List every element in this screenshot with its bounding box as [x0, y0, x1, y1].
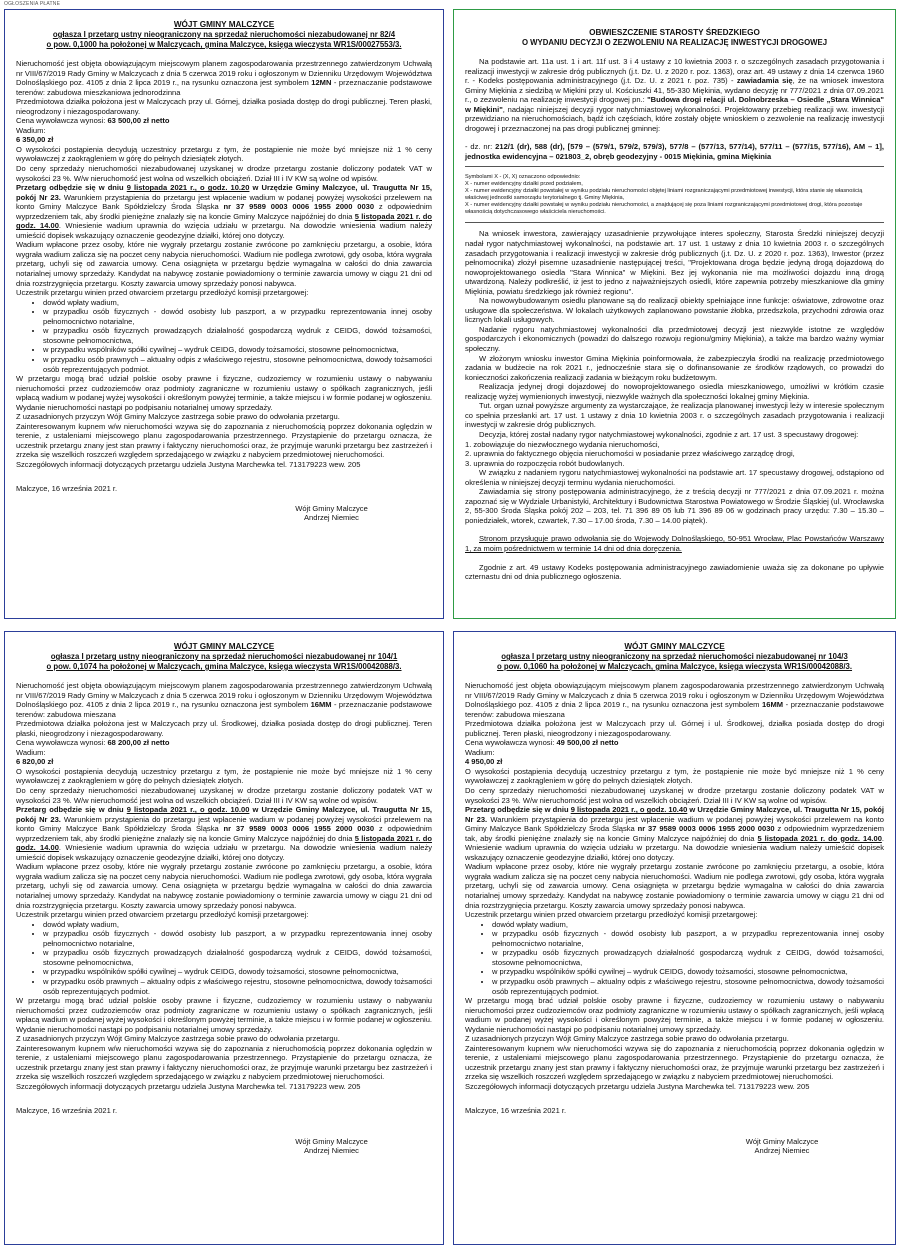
list-item: • w przypadku osób prawnych – aktualny odpis z właściwego rejestru, stosowne pełnomocnictwa, dowody tożsamości osób reprezentujących podmiot. — [492, 977, 884, 996]
appeal-paragraph: Stronom przysługuje prawo odwołania się do Wojewody Dolnośląskiego, 50-951 Wrocław, Plac Powstańców Warszawy 1, za moim pośrednictwem w terminie 14 dni od dnia doręczenia. — [465, 534, 884, 553]
list-item: • w przypadku osób fizycznych - dowód osobisty lub paszport, a w przypadku reprezentowania innej osoby pełnomocnictwo notarialne, — [43, 929, 432, 948]
paragraph: Nieruchomość jest objęta obowiązującym miejscowym planem zagospodarowania przestrzennego zatwierdzonym Uchwałą nr VIII/67/2019 Rady Gminy w Malczycach z dnia 5 czerwca 2019 roku i ogłoszonym w Dzienniku Urzędowym Województwa Dolnośląskiego poz. 4105 z dnia 2 lipca 2019 r., na rysunku oznaczona jest symbolem 12MN - przeznaczanie podstawowe terenów: zabudowa mieszkaniowa jednorodzinna — [16, 59, 432, 97]
paragraph: W związku z nadaniem rygoru natychmiastowej wykonalności na podstawie art. 17 specustawy drogowej, odstąpiono od określenia w niniejszej decyzji terminu wydania nieruchomości. — [465, 468, 884, 487]
notice-heading: OBWIESZCZENIE STAROSTY ŚREDZKIEGO — [589, 28, 760, 37]
paragraph: O wysokości postąpienia decydują uczestnicy przetargu z tym, że postąpienie nie może być mniejsze niż 1 % ceny wywoławczej z zaokrągleniem w górę do pełnych dziesiątek złotych. — [16, 144, 432, 164]
deposit-line: Wadium: 4 950,00 zł — [465, 747, 503, 767]
list-item: • w przypadku osób prawnych – aktualny odpis z właściwego rejestru, stosowne pełnomocnictwa, dowody tożsamości osób reprezentujących podmiot. — [43, 977, 432, 996]
list-item: • w przypadku osób fizycznych prowadzących działalność gospodarczą wydruk z CEIDG, dowód tożsamości, stosowne pełnomocnictwa, — [492, 948, 884, 967]
list-item: • w przypadku osób fizycznych - dowód osobisty lub paszport, a w przypadku reprezentowania innej osoby pełnomocnictwo notarialne, — [43, 307, 432, 326]
requirements-list — [16, 298, 432, 374]
deposit-line: Wadium: 6 350,00 zł — [16, 125, 54, 145]
list-item: • dowód wpłaty wadium, — [43, 298, 432, 308]
plots-paragraph: - dz. nr: 212/1 (dr), 588 (dr), [579 – (579/1, 579/2, 579/3), 577/8 – (577/13, 577/14), 577/11 – (577/15, 577/16), AM – 1], jednostka ewidencyjna – 021803_2, obręb geodezyjny - 0015 Miękinia, gmina Miękinia — [465, 142, 884, 161]
paragraph: Wadium wpłacone przez osoby, które nie wygrały przetargu zostanie zwrócone po zamknięciu przetargu, a osobie, która wygrała wadium zalicza się na poczet ceny nabycia nieruchomości. Wadium nie podlega zwrotowi, gdy osoba, która wygrała przetarg, uchyli się od zawarcia umowy. Cena osiągnięta w przetargu będzie wymagalna w całości do dnia zawarcia notarialnej umowy sprzedaży. Kandydat na nabywcę zostanie powiadomiony o terminie zawarcia umowy w ciągu 21 dni od dnia rozstrzygnięcia przetargu. Koszty zawarcia umowy sprzedaży ponosi nabywca. — [16, 240, 432, 288]
paragraph: Realizacja jedynej drogi dojazdowej do nowoprojektowanego osiedla mieszkaniowego, umożliwi w krótkim czasie realizację wyżej wymienionych inwestycji, niezwykle ważnych dla społeczności lokalnej gminy Miękinia. — [465, 382, 884, 401]
paragraph: Szczegółowych informacji dotyczących przetargu udziela Justyna Marchewka tel. 713179223 wew. 205 — [16, 1081, 361, 1091]
notice-date: Malczyce, 16 września 2021 r. — [465, 1105, 567, 1115]
paragraph: Tut. organ uznał powyższe argumenty za wystarczające, że realizacja planowanej inwestycji leży w interesie społecznym co spełnia przesłanki art. 17 ust. 1 ustawy z dnia 10 kwietnia 2003 r. o szczególnych zasadach przygotowania i realizacji inwestycji w zakresie dróg publicznych. — [465, 401, 884, 430]
signature: Wójt Gminy Malczyce Andrzej Niemiec — [295, 503, 368, 523]
paragraph: Zawiadamia się strony postępowania administracyjnego, że z treścią decyzji nr 777/2021 z dnia 07.09.2021 r. można zapoznać się w Wydziale Urbanistyki, Architektury i Budownictwa Starostwa Powiatowego w Środzie Śląskiej (ul. Wrocławska 2, 55-300 Środa Śląska pokój 202 – 203, tel. 71 396 89 05 lub 71 396 89 06 w godzinach pracy urzędu: 7.30 – 15.30 – poniedziałek, wtorek, czwartek, 7.30 – 17.00 środa, 7.30 – 14.00 piątek). — [465, 487, 884, 525]
paragraph: Decyzja, której został nadany rygor natychmiastowej wykonalności, zgodnie z art. 17 ust. 3 specustawy drogowej: — [479, 429, 859, 439]
list-item: 1. zobowiązuje do niezwłocznego wydania nieruchomości, — [465, 439, 660, 449]
notice-subtitle: o pow. 0,1060 ha położonej w Malczycach, gmina Malczyce, księga wieczysta WR1S/00042088/3. — [496, 662, 853, 671]
auction-paragraph: Przetarg odbędzie się w dniu 9 listopada 2021 r., o godz. 10.20 w Urzędzie Gminy Malczyce, ul. Traugutta Nr 15, pokój Nr 23. Warunkiem przystąpienia do przetargu jest wpłacenie wadium w podanej powyżej wysokości przelewem na konto Gminy Malczyce Bank Spółdzielczy Środa Śląska nr 37 9589 0003 0006 1955 2000 0030 z odpowiednim wyprzedzeniem tak, aby środki pieniężne znalazły się na koncie Gminy Malczyce najpóźniej do dnia 5 listopada 2021 r. do godz. 14.00. Wniesienie wadium uprawnia do wzięcia udziału w przetargu. Na dowodzie wniesienia wadium należy umieścić dopisek wskazujący oznaczenie geodezyjne działki, której ono dotyczy. — [16, 183, 432, 240]
deposit-line: Wadium: 6 820,00 zł — [16, 747, 54, 767]
signature: Wójt Gminy Malczyce Andrzej Niemiec — [295, 1136, 368, 1156]
divider — [465, 166, 884, 167]
paragraph: Z uzasadnionych przyczyn Wójt Gminy Malczyce zastrzega sobie prawo do odwołania przetargu. — [16, 412, 340, 422]
paragraph: Przedmiotowa działka położona jest w Malczycach przy ul. Środkowej, działka posiada dostęp do drogi publicznej. Teren płaski, nieogrodzony i niezagospodarowany. — [16, 719, 432, 738]
paragraph: Nieruchomość jest objęta obowiązującym miejscowym planem zagospodarowania przestrzennego zatwierdzonym Uchwałą nr VIII/67/2019 Rady Gminy w Malczycach z dnia 5 czerwca 2019 roku i ogłoszonym w Dzienniku Urzędowym Województwa Dolnośląskiego poz. 4105 z dnia 2 lipca 2019 r., na rysunku oznaczona jest symbolem 16MM - przeznaczanie podstawowe terenów: zabudowa mieszana — [16, 681, 432, 719]
notice-subtitle: o pow. 0,1074 ha położonej w Malczycach, gmina Malczyce, księga wieczysta WR1S/00042088/3. — [46, 662, 402, 671]
notice-subtitle: ogłasza I przetarg ustny nieograniczony na sprzedaż nieruchomości niezabudowanej nr 104/3 — [501, 652, 848, 661]
signature: Wójt Gminy Malczyce Andrzej Niemiec — [745, 1136, 819, 1156]
paragraph: Zgodnie z art. 49 ustawy Kodeks postępowania administracyjnego zawiadomienie uważa się za dokonane po upływie czternastu dni od dnia publicznego ogłoszenia. — [465, 562, 884, 582]
paragraph: Szczegółowych informacji dotyczących przetargu udziela Justyna Marchewka tel. 713179223 wew. 205 — [16, 459, 361, 469]
paragraph: W złożonym wniosku inwestor Gmina Miękinia poinformowała, że zabezpieczyła środki na realizację przedmiotowego zadania w budżecie na rok 2021 r., jednocześnie stara się o dofinansowanie ze środków rządowych, co prowadzi do konieczności zakończenia realizacji zadania w bieżącym roku budżetowym. — [465, 353, 884, 382]
list-item: • dowód wpłaty wadium, — [492, 920, 884, 930]
notice-subtitle: ogłasza I przetarg ustny nieograniczony na sprzedaż nieruchomości niezabudowanej nr 104/1 — [50, 652, 398, 661]
notice-starosta — [453, 9, 896, 619]
paragraph: Na wniosek inwestora, zawierający uzasadnienie przywołujące interes społeczny, Starosta Średzki niniejszej decyzji nadał rygor natychmiastowej wykonalności, na podstawie art. 17 ust. 1 ustawy z dnia 10 kwietnia 2003 r. o szczególnych zasadach przygotowania i realizacji inwestycji w zakresie dróg publicznych (j.t. Dz. U. z 2020 r. poz. 1363), Inwestor (przez pełnomocnika) złożył pisemne uzasadnienie następującej treści, "Projektowana droga będzie jedyną drogą dojazdową do nowoprojektowanego osiedla "Stara Winnica" w Miękini. Bez jej wykonania nie ma możliwości dojazdu inną drogą utwardzoną. Należy podkreślić, iż jest to jedno z najważniejszych osiedli, które zapewnia potrzeby mieszkaniowe dla gminy Miękinia, powiatu średzkiego jak również regionu". — [465, 229, 884, 296]
notice-heading: WÓJT GMINY MALCZYCE — [173, 642, 275, 651]
auction-paragraph: Przetarg odbędzie się w dniu 9 listopada 2021 r., o godz. 10.40 w Urzędzie Gminy Malczyce, ul. Traugutta Nr 15, pokój Nr 23. Warunkiem przystąpienia do przetargu jest wpłacenie wadium w podanej powyżej wysokości przelewem na konto Gminy Malczyce Bank Spółdzielczy Środa Śląska nr 37 9589 0003 0006 1955 2000 0030 z odpowiednim wyprzedzeniem tak, aby środki pieniężne znalazły się na koncie Gminy Malczyce najpóźniej do dnia 5 listopada 2021 r. do godz. 14.00. Wniesienie wadium uprawnia do wzięcia udziału w przetargu. Na dowodzie wniesienia wadium należy umieścić dopisek wskazujący oznaczenie geodezyjne działki, której ono dotyczy. — [465, 805, 884, 862]
requirements-list — [465, 920, 884, 996]
notice-subtitle: ogłasza I przetarg ustny nieograniczony na sprzedaż nieruchomości niezabudowanej nr 82/4 — [52, 30, 396, 39]
paragraph: Zainteresowanym kupnem w/w nieruchomości wzywa się do zapoznania z nieruchomością poprzez dokonania oględzin w terenie, z ustaleniami miejscowego planu zagospodarowania przestrzennego. Przystąpienie do przetargu oznacza, że uczestnik przetargu znany jest stan prawny i faktyczny nieruchomości oraz, że przyjmuje warunki przetargu bez zastrzeżeń i zrzeka się wszelkich roszczeń względem sprzedającego w związku z nabyciem przedmiotowej nieruchomości. — [16, 421, 432, 460]
paragraph: O wysokości postąpienia decydują uczestnicy przetargu z tym, że postąpienie nie może być mniejsze niż 1 % ceny wywoławczej z zaokrągleniem w górę do pełnych dziesiątek złotych. — [465, 766, 884, 786]
paragraph: W przetargu mogą brać udział polskie osoby prawne i fizyczne, cudzoziemcy w rozumieniu ustawy o nabywaniu nieruchomości przez cudzoziemców oraz podmioty zagraniczne w rozumieniu ustawy o spółkach zagranicznych, jeśli wpłacą wadium w podanej wyżej wysokości i określonym powyżej terminie, a także miejscu i w formie podanej w ogłoszeniu. Wydanie nieruchomości nastąpi po podpisaniu notarialnej umowy sprzedaży. — [465, 996, 884, 1034]
notice-subtitle: O WYDANIU DECYZJI O ZEZWOLENIU NA REALIZACJĘ INWESTYCJI DROGOWEJ — [521, 38, 828, 47]
paragraph: Przedmiotowa działka położona jest w Malczycach przy ul. Górnej i ul. Środkowej, działka posiada dostęp do drogi publicznej. Teren płaski, nieogrodzony i niezagospodarowany. — [465, 719, 884, 738]
paragraph: Zainteresowanym kupnem w/w nieruchomości wzywa się do zapoznania z nieruchomością poprzez dokonania oględzin w terenie, z ustaleniami miejscowego planu zagospodarowania przestrzennego. Przystąpienie do przetargu oznacza, że uczestnik przetargu znany jest stan prawny i faktyczny nieruchomości oraz, że przyjmuje warunki przetargu bez zastrzeżeń i zrzeka się wszelkich roszczeń względem sprzedającego w związku z nabyciem przedmiotowej nieruchomości. — [465, 1043, 884, 1082]
paragraph: Uczestnik przetargu winien przed otwarciem przetargu przedłożyć komisji przetargowej: — [465, 910, 758, 920]
paragraph: Do ceny sprzedaży nieruchomości niezabudowanej uzyskanej w drodze przetargu zostanie doliczony podatek VAT w wysokości 23 %. W/w nieruchomość jest wolna od wszelkich obciążeń. Dział III i IV KW są wolne od wpisów. — [465, 786, 884, 805]
list-item: • w przypadku wspólników spółki cywilnej – wydruk CEIDG, dowody tożsamości, stosowne pełnomocnictwa, — [43, 345, 432, 355]
paragraph: Wadium wpłacone przez osoby, które nie wygrały przetargu zostanie zwrócone po zamknięciu przetargu, a osobie, która wygrała wadium zalicza się na poczet ceny nabycia nieruchomości. Wadium nie podlega zwrotowi, gdy osoba, która wygrała przetarg, uchyli się od zawarcia umowy. Cena osiągnięta w przetargu będzie wymagalna w całości do dnia zawarcia notarialnej umowy sprzedaży. Kandydat na nabywcę zostanie powiadomiony o terminie zawarcia umowy w ciągu 21 dni od dnia rozstrzygnięcia przetargu. Koszty zawarcia umowy sprzedaży ponosi nabywca. — [16, 862, 432, 910]
price-line: Cena wywoławcza wynosi: 63 500,00 zł netto — [16, 116, 170, 126]
notice-heading: WÓJT GMINY MALCZYCE — [624, 642, 725, 651]
paragraph: Wadium wpłacone przez osoby, które nie wygrały przetargu zostanie zwrócone po zamknięciu przetargu, a osobie, która wygrała wadium zalicza się na poczet ceny nabycia nieruchomości. Wadium nie podlega zwrotowi, gdy osoba, która wygrała przetarg, uchyli się od zawarcia umowy. Cena osiągnięta w przetargu będzie wymagalna w całości do dnia zawarcia notarialnej umowy sprzedaży. Kandydat na nabywcę zostanie powiadomiony o terminie zawarcia umowy w ciągu 21 dni od dnia rozstrzygnięcia przetargu. Koszty zawarcia umowy sprzedaży ponosi nabywca. — [465, 862, 884, 910]
paragraph: Na podstawie art. 11a ust. 1 i art. 11f ust. 3 i 4 ustawy z 10 kwietnia 2003 r. o szczególnych zasadach przygotowania i realizacji inwestycji w zakresie dróg publicznych (j.t. Dz. U. z 2020 r. poz. 1363), oraz art. 49 ustawy z dnia 14 czerwca 1960 r. - Kodeks postępowania administracyjnego (j.t. Dz. U. z 2021 r. poz. 735) - zawiadamia się, że na wniosek inwestora Gminy Miękinia z siedzibą w Miękini przy ul. Kościuszki 41, 55-330 Miękinia, wydano decyzję nr 777/2021 z dnia 07.09.2021 r., o zezwoleniu na realizację inwestycji drogowej pn.: "Budowa drogi relacji ul. Dolnobrzeska – Osiedle „Stara Winnica" w Miękini", nadając niniejszej decyzji rygor natychmiastowej wykonalności. Projektowany przebieg realizacji ww. inwestycji przewidziano na nieruchomościach, bądź ich częściach, które zostały objęte wnioskiem o zezwolenie na realizację inwestycji drogowej i przeznaczonej na pas drogi publicznej gminnej: — [465, 57, 884, 133]
paragraph: Nadanie rygoru natychmiastowej wykonalności dla przedmiotowej decyzji jest niezwykle istotne ze względów gospodarczych i ekonomicznych (powadzi do dalszego rozwoju regionu/gminy Miękinia), a także ma bardzo ważny wymiar społeczny. — [465, 324, 884, 354]
paragraph: Uczestnik przetargu winien przed otwarciem przetargu przedłożyć komisji przetargowej: — [16, 288, 309, 298]
list-item: 2. uprawnia do faktycznego objęcia nieruchomości w posiadanie przez właściwego zarządcę drogi, — [465, 449, 795, 459]
paragraph: Zainteresowanym kupnem w/w nieruchomości wzywa się do zapoznania z nieruchomością poprzez dokonania oględzin w terenie, z ustaleniami miejscowego planu zagospodarowania przestrzennego. Przystąpienie do przetargu oznacza, że uczestnik przetargu znany jest stan prawny i faktyczny nieruchomości oraz, że przyjmuje warunki przetargu bez zastrzeżeń i zrzeka się wszelkich roszczeń względem sprzedającego w związku z nabyciem przedmiotowej nieruchomości. — [16, 1043, 432, 1082]
paragraph: Uczestnik przetargu winien przed otwarciem przetargu przedłożyć komisji przetargowej: — [16, 910, 309, 920]
paragraph: Do ceny sprzedaży nieruchomości niezabudowanej uzyskanej w drodze przetargu zostanie doliczony podatek VAT w wysokości 23 %. W/w nieruchomość jest wolna od wszelkich obciążeń. Dział III i IV KW są wolne od wpisów. — [16, 786, 432, 805]
paragraph: Szczegółowych informacji dotyczących przetargu udziela Justyna Marchewka tel. 713179223 wew. 205 — [465, 1081, 810, 1091]
list-item: • w przypadku osób fizycznych - dowód osobisty lub paszport, a w przypadku reprezentowania innej osoby pełnomocnictwo notarialne, — [492, 929, 884, 948]
list-item: • w przypadku osób prawnych – aktualny odpis z właściwego rejestru, stosowne pełnomocnictwa, dowody tożsamości osób reprezentujących podmiot. — [43, 355, 432, 374]
requirements-list — [16, 920, 432, 996]
paragraph: Nieruchomość jest objęta obowiązującym miejscowym planem zagospodarowania przestrzennego zatwierdzonym Uchwałą nr VIII/67/2019 Rady Gminy w Malczycach z dnia 5 czerwca 2019 roku i ogłoszonym w Dzienniku Urzędowym Województwa Dolnośląskiego poz. 4105 z dnia 2 lipca 2019 r., na rysunku oznaczona jest symbolem 16MM - przeznaczanie podstawowe terenów: zabudowa mieszana — [465, 681, 884, 719]
auction-paragraph: Przetarg odbędzie się w dniu 9 listopada 2021 r., o godz. 10.00 w Urzędzie Gminy Malczyce, ul. Traugutta Nr 15, pokój Nr 23. Warunkiem przystąpienia do przetargu jest wpłacenie wadium w podanej powyżej wysokości przelewem na konto Gminy Malczyce Bank Spółdzielczy Środa Śląska nr 37 9589 0003 0006 1955 2000 0030 z odpowiednim wyprzedzeniem tak, aby środki pieniężne znalazły się na koncie Gminy Malczyce najpóźniej do dnia 5 listopada 2021 r. do godz. 14.00. Wniesienie wadium uprawnia do wzięcia udziału w przetargu. Na dowodzie wniesienia wadium należy umieścić dopisek wskazujący oznaczenie geodezyjne działki, której ono dotyczy. — [16, 805, 432, 862]
divider — [465, 222, 884, 223]
paragraph: W przetargu mogą brać udział polskie osoby prawne i fizyczne, cudzoziemcy w rozumieniu ustawy o nabywaniu nieruchomości przez cudzoziemców oraz podmioty zagraniczne w rozumieniu ustawy o spółkach zagranicznych, jeśli wpłacą wadium w podanej wyżej wysokości i określonym powyżej terminie, a także miejscu i w formie podanej w ogłoszeniu. Wydanie nieruchomości nastąpi po podpisaniu notarialnej umowy sprzedaży. — [16, 374, 432, 412]
list-item: • w przypadku osób fizycznych prowadzących działalność gospodarczą wydruk z CEIDG, dowód tożsamości, stosowne pełnomocnictwa, — [43, 948, 432, 967]
notice-date: Malczyce, 16 września 2021 r. — [16, 1105, 118, 1115]
notice-date: Malczyce, 16 września 2021 r. — [16, 483, 118, 493]
paragraph: Z uzasadnionych przyczyn Wójt Gminy Malczyce zastrzega sobie prawo do odwołania przetargu. — [465, 1034, 789, 1044]
paragraph: Do ceny sprzedaży nieruchomości niezabudowanej uzyskanej w drodze przetargu zostanie doliczony podatek VAT w wysokości 23 %. W/w nieruchomość jest wolna od wszelkich obciążeń. Dział III i IV KW są wolne od wpisów. — [16, 164, 432, 183]
list-item: • w przypadku wspólników spółki cywilnej – wydruk CEIDG, dowody tożsamości, stosowne pełnomocnictwa, — [492, 967, 884, 977]
paragraph: W przetargu mogą brać udział polskie osoby prawne i fizyczne, cudzoziemcy w rozumieniu ustawy o nabywaniu nieruchomości przez cudzoziemców oraz podmioty zagraniczne w rozumieniu ustawy o spółkach zagranicznych, jeśli wpłacą wadium w podanej wyżej wysokości i określonym powyżej terminie, a także miejscu i w formie podanej w ogłoszeniu. Wydanie nieruchomości nastąpi po podpisaniu notarialnej umowy sprzedaży. — [16, 996, 432, 1034]
paragraph: O wysokości postąpienia decydują uczestnicy przetargu z tym, że postąpienie nie może być mniejsze niż 1 % ceny wywoławczej z zaokrągleniem w górę do pełnych dziesiątek złotych. — [16, 766, 432, 786]
symbols-legend: Symbolami X - (X, X) oznaczono odpowiednio: X - numer ewidencyjny działki przed podziałem, X - numer ewidencyjny działki powstałej w wyniku podziału nieruchomości objętej liniami rozgraniczającymi przedmiotowej inwestycji, która stanie się własnością właściwej jednostki samorządu terytorialnego tj. Gminy Miękinia, X - numer ewidencyjny działki powstałej w wyniku podziału nieruchomości, a znajdującej się poza liniami rozgraniczającymi przedmiotowej drogi, która pozostaje własnością dotychczasowego właściciela nieruchomości. — [465, 174, 863, 216]
paragraph: Z uzasadnionych przyczyn Wójt Gminy Malczyce zastrzega sobie prawo do odwołania przetargu. — [16, 1034, 340, 1044]
notice-104-1 — [4, 631, 444, 1245]
list-item: 3. uprawnia do rozpoczęcia robót budowlanych. — [465, 458, 625, 468]
notice-heading: WÓJT GMINY MALCZYCE — [173, 20, 275, 29]
list-item: • w przypadku osób fizycznych prowadzących działalność gospodarczą wydruk z CEIDG, dowód tożsamości, stosowne pełnomocnictwa, — [43, 326, 432, 345]
list-item: • dowód wpłaty wadium, — [43, 920, 432, 930]
price-line: Cena wywoławcza wynosi: 68 200,00 zł netto — [16, 738, 170, 748]
notice-82-4 — [4, 9, 444, 619]
paragraph: Na nowowybudowanym osiedlu planowane są do realizacji obiekty spełniające inne funkcje: oświatowe, zdrowotne oraz usługowe dla społeczeństwa. W lokalach użytkowych zaplanowano powstanie żłobka, przedszkola, przychodni zdrowia oraz licznych lokali usługowych. — [465, 296, 884, 325]
list-item: • w przypadku wspólników spółki cywilnej – wydruk CEIDG, dowody tożsamości, stosowne pełnomocnictwa, — [43, 967, 432, 977]
notice-104-3 — [453, 631, 896, 1245]
section-tag: OGŁOSZENIA PŁATNE — [4, 1, 61, 7]
price-line: Cena wywoławcza wynosi: 49 500,00 zł netto — [465, 738, 619, 748]
paragraph: Przedmiotowa działka położona jest w Malczycach przy ul. Górnej, działka posiada dostęp do drogi publicznej. Teren płaski, nieogrodzony i niezagospodarowany. — [16, 97, 432, 116]
notice-subtitle: o pow. 0,1000 ha położonej w Malczycach, gmina Malczyce, księga wieczysta WR1S/00027553/3. — [46, 40, 402, 49]
